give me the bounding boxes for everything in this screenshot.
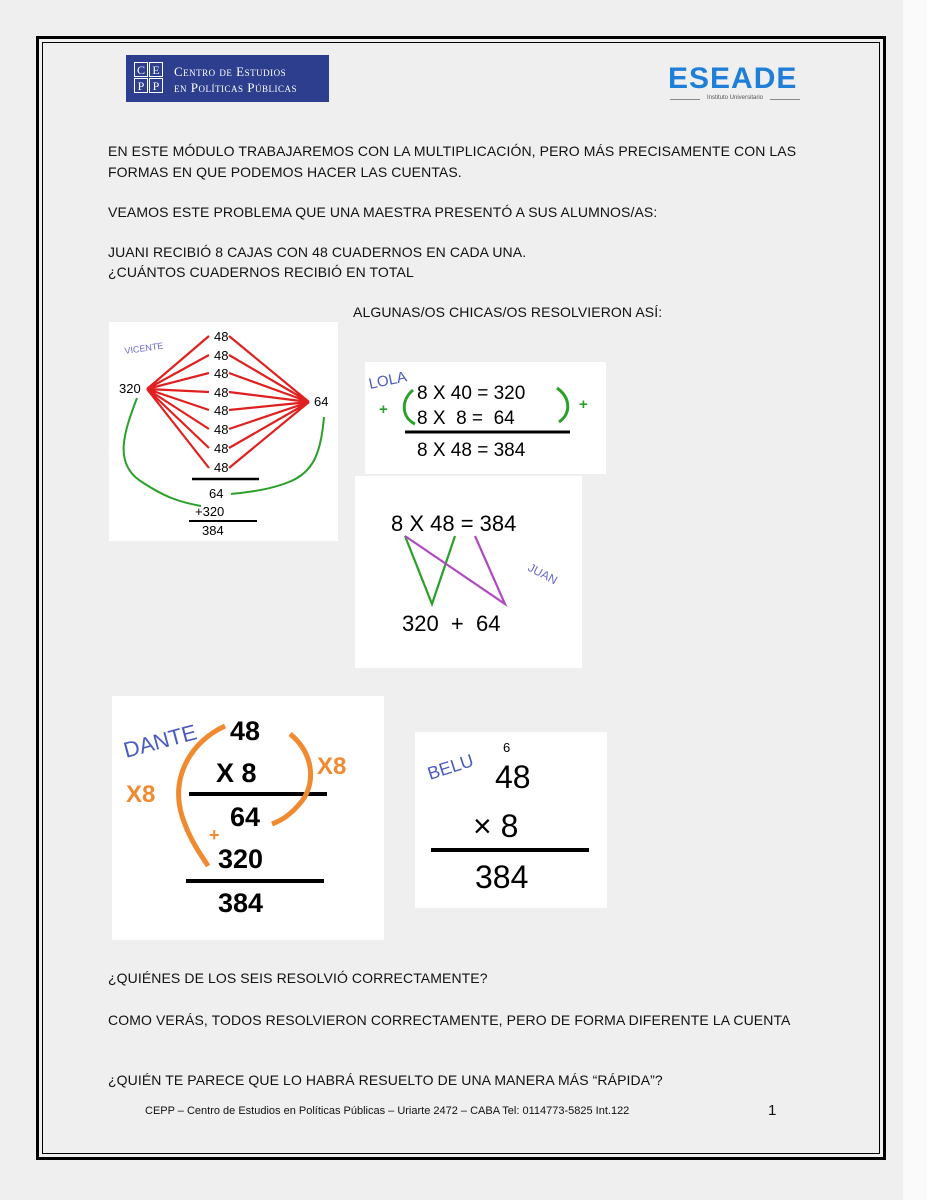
juan-equation: 8 X 48 = 384 <box>391 511 517 536</box>
vicente-total: 384 <box>202 523 224 538</box>
dante-mult: X 8 <box>216 758 257 788</box>
vicente-stack-value: 48 <box>214 329 229 344</box>
dante-name: DANTE <box>120 719 200 763</box>
vicente-left-value: 320 <box>119 381 141 396</box>
dante-orange-right-arc <box>272 734 311 824</box>
cepp-logo-mark <box>134 62 164 94</box>
cepp-letter: P <box>149 78 163 93</box>
cepp-letter: P <box>134 78 148 93</box>
juan-name: JUAN <box>525 560 560 588</box>
lola-solution-image <box>365 362 606 474</box>
vicente-right-value: 64 <box>314 394 329 409</box>
problem-line-1: JUANI RECIBIÓ 8 CAJAS CON 48 CUADERNOS EN CADA UNA. <box>108 244 527 260</box>
solutions-intro: ALGUNAS/OS CHICAS/OS RESOLVIERON ASÍ: <box>353 304 663 320</box>
problem-line-2: ¿CUÁNTOS CUADERNOS RECIBIÓ EN TOTAL <box>108 264 414 280</box>
lola-result: 8 X 48 = 384 <box>417 440 526 461</box>
vicente-green-arc-left <box>124 398 201 506</box>
vicente-stack-value: 48 <box>214 403 229 418</box>
cepp-letter: E <box>149 62 163 77</box>
lola-line-2: 8 X 8 = 64 <box>417 408 515 429</box>
intro-paragraph: EN ESTE MÓDULO TRABAJAREMOS CON LA MULTIPLICACIÓN, PERO MÁS PRECISAMENTE CON LAS FORMAS EN QUE PODEMOS HACER LAS CUENTAS. <box>108 143 797 180</box>
dante-top: 48 <box>230 716 261 746</box>
vicente-stack-value: 48 <box>214 348 229 363</box>
vicente-sum-64: 64 <box>209 486 224 501</box>
cepp-letter: C <box>134 62 148 77</box>
dante-solution-image <box>112 696 384 940</box>
belu-top: 48 <box>495 759 531 795</box>
dante-side-right: X8 <box>317 753 347 780</box>
juan-sum: 320 + 64 <box>402 611 501 636</box>
belu-name: BELU <box>425 750 476 784</box>
dante-partial-320: 320 <box>218 844 264 874</box>
lola-plus-right: + <box>579 396 588 413</box>
dante-partial-64: 64 <box>230 802 261 832</box>
dante-total: 384 <box>218 888 264 918</box>
vicente-stack-value: 48 <box>214 422 229 437</box>
vicente-stack-value: 48 <box>214 366 229 381</box>
vicente-sum-320: +320 <box>195 504 225 519</box>
dante-side-left: X8 <box>126 781 156 808</box>
juan-purple-lines <box>405 536 505 604</box>
vicente-stack-value: 48 <box>214 441 229 456</box>
cepp-logo-line2: en Políticas Públicas <box>174 80 297 95</box>
answer-paragraph: COMO VERÁS, TODOS RESOLVIERON CORRECTAMENTE, PERO DE FORMA DIFERENTE LA CUENTA <box>108 1012 791 1028</box>
lola-line-1: 8 X 40 = 320 <box>417 383 526 404</box>
cepp-logo-line1: Centro de Estudios <box>174 64 287 79</box>
page-edge <box>903 0 927 1200</box>
page-number: 1 <box>768 1102 777 1119</box>
juan-solution-image <box>355 476 582 668</box>
problem-intro: VEAMOS ESTE PROBLEMA QUE UNA MAESTRA PRESENTÓ A SUS ALUMNOS/AS: <box>108 204 658 220</box>
belu-mult: × 8 <box>473 808 519 844</box>
juan-green-lines <box>405 536 455 604</box>
eseade-logo-subtitle: Instituto Universitario <box>670 95 800 101</box>
vicente-name: VICENTE <box>123 340 164 356</box>
lola-right-brace <box>557 388 568 422</box>
cepp-logo <box>126 55 329 102</box>
question-fastest: ¿QUIÉN TE PARECE QUE LO HABRÁ RESUELTO DE UNA MANERA MÁS “RÁPIDA”? <box>108 1072 663 1088</box>
vicente-stack-value: 48 <box>214 385 229 400</box>
question-who-correct: ¿QUIÉNES DE LOS SEIS RESOLVIÓ CORRECTAMENTE? <box>108 970 488 986</box>
vicente-stack-value: 48 <box>214 460 229 475</box>
lola-name: LOLA <box>367 368 409 393</box>
eseade-logo: ESEADE <box>668 62 798 95</box>
footer-text: CEPP – Centro de Estudios en Políticas Públicas – Uriarte 2472 – CABA Tel: 0114773-5825 Int.122 <box>145 1105 630 1117</box>
belu-solution-image <box>415 732 607 908</box>
belu-carry: 6 <box>503 740 511 755</box>
vicente-solution-image <box>109 322 338 541</box>
belu-total: 384 <box>475 859 529 895</box>
lola-plus-left: + <box>379 401 388 418</box>
dante-plus: + <box>209 825 220 845</box>
lola-left-brace <box>404 390 415 424</box>
